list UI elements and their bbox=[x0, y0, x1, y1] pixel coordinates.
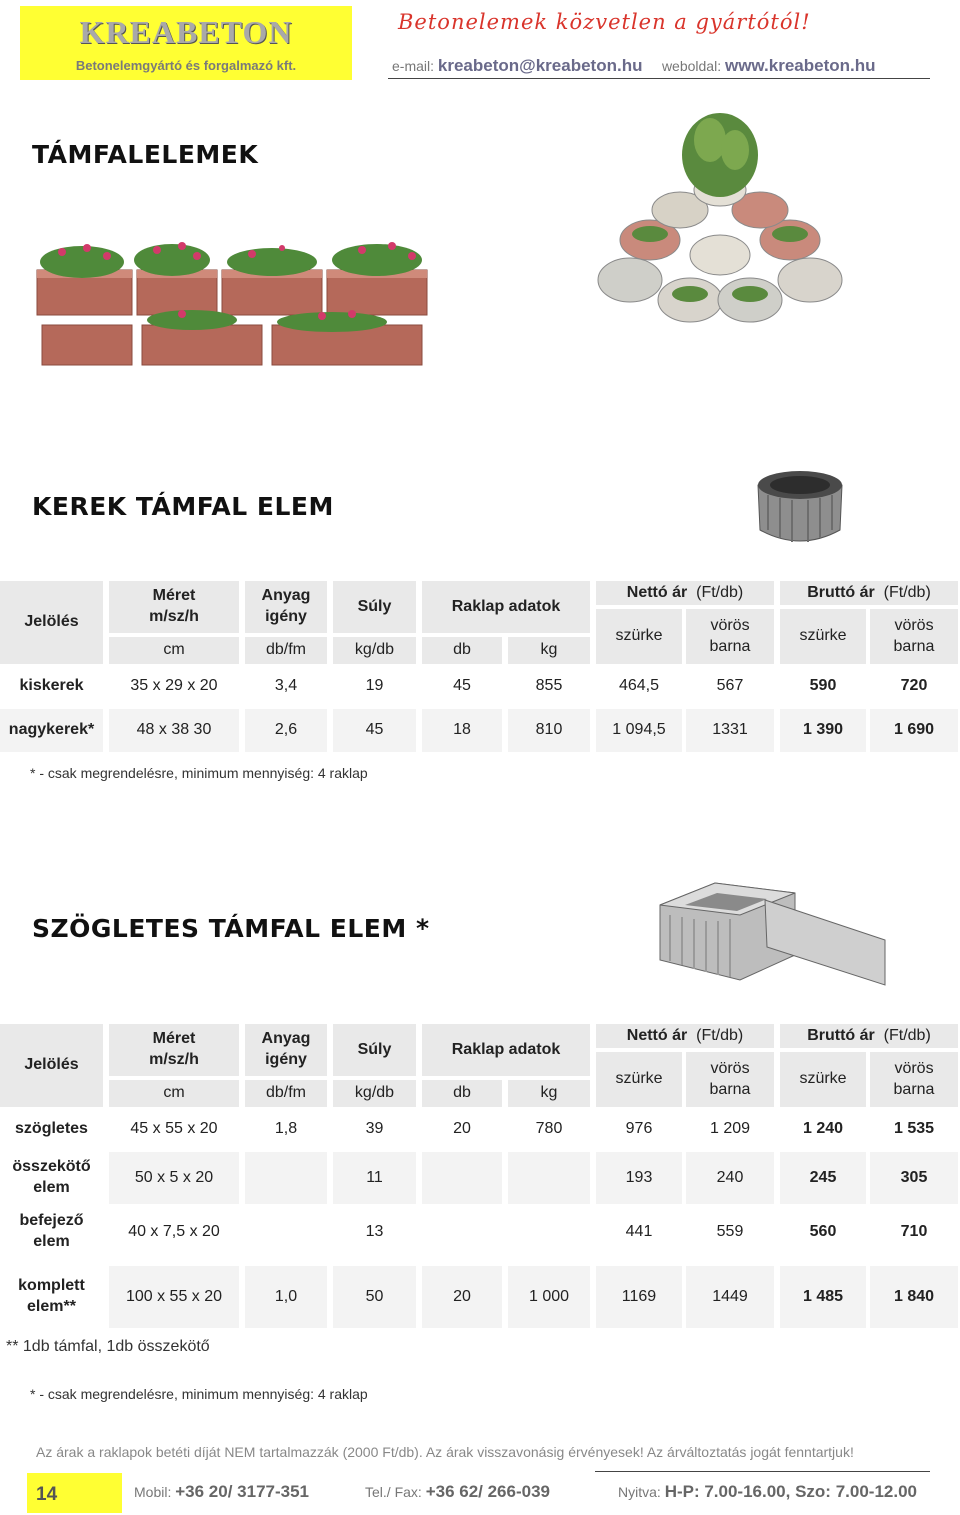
cell-anyag: 1,0 bbox=[245, 1266, 327, 1328]
cell-brutto-szurke: 560 bbox=[809, 1222, 837, 1240]
cell-netto-voros: 1 209 bbox=[709, 1119, 751, 1137]
footer-divider bbox=[595, 1471, 930, 1472]
cell-netto-szurke: 1 094,5 bbox=[596, 709, 682, 752]
cell-suly: 13 bbox=[365, 1222, 384, 1240]
round-footnote: * - csak megrendelésre, minimum mennyiség: 4 raklap bbox=[30, 765, 368, 781]
cell-brutto-voros: 305 bbox=[870, 1152, 958, 1204]
unit-kg: kg bbox=[508, 1080, 590, 1107]
phone-fax-contact: Tel./ Fax: +36 62/ 266-039 bbox=[365, 1482, 550, 1501]
cell-brutto-szurke: 1 240 bbox=[802, 1119, 844, 1137]
web-link[interactable]: www.kreabeton.hu bbox=[724, 56, 876, 75]
email-link[interactable]: kreabeton@kreabeton.hu bbox=[437, 56, 643, 75]
cell-netto-szurke: 976 bbox=[625, 1119, 653, 1137]
cell-suly: 19 bbox=[365, 676, 384, 694]
cell-db bbox=[422, 1206, 502, 1258]
cell-brutto-szurke: 245 bbox=[780, 1152, 866, 1204]
slogan: Betonelemek közvetlen a gyártótól! bbox=[398, 10, 811, 34]
mobile-number[interactable]: +36 20/ 3177-351 bbox=[175, 1482, 310, 1501]
round-planter-tower-photo bbox=[590, 110, 850, 335]
brand-logo: KREABETON bbox=[79, 14, 293, 50]
cell-brutto-voros: 1 840 bbox=[870, 1266, 958, 1328]
square-footnote-order: * - csak megrendelésre, minimum mennyiség: 4 raklap bbox=[30, 1386, 368, 1402]
cell-brutto-voros: 1 690 bbox=[870, 709, 958, 752]
round-section-title: KEREK TÁMFAL ELEM bbox=[32, 492, 334, 521]
col-header-raklap: Raklap adatok bbox=[422, 581, 590, 633]
col-header-brutto: Bruttó ár (Ft/db) bbox=[780, 581, 958, 605]
table-row-label: komplett elem** bbox=[18, 1277, 85, 1315]
netto-voros-header: vörös barna bbox=[686, 1052, 774, 1107]
table-row-label: nagykerek* bbox=[0, 709, 103, 752]
planter-wall-photo bbox=[32, 230, 437, 375]
cell-suly: 50 bbox=[333, 1266, 416, 1328]
web-label: weboldal: bbox=[661, 58, 722, 74]
cell-suly: 39 bbox=[365, 1119, 384, 1137]
email-label: e-mail: bbox=[392, 58, 435, 74]
opening-hours-value: H-P: 7.00-16.00, Szo: 7.00-12.00 bbox=[664, 1482, 917, 1501]
unit-kgdb: kg/db bbox=[333, 1080, 416, 1107]
cell-netto-szurke: 193 bbox=[596, 1152, 682, 1204]
unit-db: db bbox=[422, 1080, 502, 1107]
col-header-netto: Nettó ár (Ft/db) bbox=[596, 1024, 774, 1048]
cell-brutto-szurke: 590 bbox=[809, 676, 837, 694]
unit-cm: cm bbox=[109, 1080, 239, 1107]
table-row-label: befejező elem bbox=[19, 1212, 84, 1250]
table-row-label: kiskerek bbox=[19, 676, 84, 694]
price-disclaimer: Az árak a raklapok betéti díját NEM tartalmazzák (2000 Ft/db). Az árak visszavonásig érvényesek! Az árváltoztatás jogát fenntartjuk! bbox=[36, 1444, 854, 1460]
cell-db: 18 bbox=[422, 709, 502, 752]
cell-kg bbox=[508, 1206, 590, 1258]
brutto-voros-header: vörös barna bbox=[870, 1052, 958, 1107]
col-header-jeloles: Jelölés bbox=[0, 581, 103, 664]
cell-kg: 810 bbox=[508, 709, 590, 752]
cell-netto-szurke: 464,5 bbox=[618, 676, 660, 694]
cell-netto-voros: 559 bbox=[716, 1222, 744, 1240]
cell-netto-voros: 1331 bbox=[686, 709, 774, 752]
cell-size: 35 x 29 x 20 bbox=[130, 676, 218, 694]
unit-dbfm: db/fm bbox=[245, 637, 327, 664]
cell-brutto-voros: 1 535 bbox=[893, 1119, 935, 1137]
cell-size: 50 x 5 x 20 bbox=[109, 1152, 239, 1204]
unit-cm: cm bbox=[109, 637, 239, 664]
brand-subtitle: Betonelemgyártó és forgalmazó kft. bbox=[75, 58, 297, 73]
square-footnote-complete: ** 1db támfal, 1db összekötő bbox=[6, 1338, 210, 1355]
cell-db: 20 bbox=[422, 1266, 502, 1328]
cell-size: 40 x 7,5 x 20 bbox=[128, 1222, 220, 1240]
brutto-szurke-header: szürke bbox=[780, 1052, 866, 1107]
cell-kg: 780 bbox=[535, 1119, 563, 1137]
col-header-netto: Nettó ár (Ft/db) bbox=[596, 581, 774, 605]
table-row-label: összekötő elem bbox=[12, 1158, 91, 1196]
cell-size: 100 x 55 x 20 bbox=[109, 1266, 239, 1328]
cell-db: 20 bbox=[453, 1119, 471, 1137]
cell-netto-voros: 240 bbox=[686, 1152, 774, 1204]
col-header-brutto: Bruttó ár (Ft/db) bbox=[780, 1024, 958, 1048]
cell-brutto-szurke: 1 485 bbox=[780, 1266, 866, 1328]
cell-netto-szurke: 441 bbox=[625, 1222, 653, 1240]
cell-db bbox=[422, 1152, 502, 1204]
cell-db: 45 bbox=[453, 676, 471, 694]
cell-anyag bbox=[245, 1152, 327, 1204]
cell-anyag: 1,8 bbox=[274, 1119, 298, 1137]
table-row-label: szögletes bbox=[15, 1119, 88, 1137]
cell-netto-voros: 1449 bbox=[686, 1266, 774, 1328]
cell-anyag: 3,4 bbox=[274, 676, 298, 694]
mobile-contact: Mobil: +36 20/ 3177-351 bbox=[134, 1482, 310, 1501]
square-element-photo bbox=[655, 875, 890, 990]
cell-suly: 11 bbox=[333, 1152, 416, 1204]
cell-suly: 45 bbox=[333, 709, 416, 752]
cell-brutto-szurke: 1 390 bbox=[780, 709, 866, 752]
unit-dbfm: db/fm bbox=[245, 1080, 327, 1107]
cell-brutto-voros: 710 bbox=[900, 1222, 928, 1240]
col-header-meret: Méret m/sz/h bbox=[109, 581, 239, 633]
cell-kg: 855 bbox=[535, 676, 563, 694]
header-divider bbox=[388, 78, 930, 79]
unit-kgdb: kg/db bbox=[333, 637, 416, 664]
brutto-voros-header: vörös barna bbox=[870, 609, 958, 664]
contact-line bbox=[392, 56, 876, 76]
cell-netto-voros: 567 bbox=[716, 676, 744, 694]
brutto-szurke-header: szürke bbox=[780, 609, 866, 664]
page-number: 14 bbox=[36, 1484, 58, 1505]
cell-anyag: 2,6 bbox=[245, 709, 327, 752]
square-section-title: SZÖGLETES TÁMFAL ELEM * bbox=[32, 914, 430, 943]
opening-hours: Nyitva: H-P: 7.00-16.00, Szo: 7.00-12.00 bbox=[618, 1482, 917, 1501]
col-header-suly: Súly bbox=[333, 581, 416, 633]
col-header-jeloles: Jelölés bbox=[0, 1024, 103, 1107]
round-element-photo bbox=[750, 460, 850, 550]
cell-anyag bbox=[245, 1206, 327, 1258]
cell-netto-szurke: 1169 bbox=[596, 1266, 682, 1328]
netto-voros-header: vörös barna bbox=[686, 609, 774, 664]
col-header-meret: Méret m/sz/h bbox=[109, 1024, 239, 1076]
phone-number[interactable]: +36 62/ 266-039 bbox=[425, 1482, 550, 1501]
cell-kg bbox=[508, 1152, 590, 1204]
page-title: TÁMFALELEMEK bbox=[32, 140, 259, 169]
netto-szurke-header: szürke bbox=[596, 609, 682, 664]
col-header-anyag: Anyag igény bbox=[245, 581, 327, 633]
netto-szurke-header: szürke bbox=[596, 1052, 682, 1107]
cell-size: 48 x 38 30 bbox=[109, 709, 239, 752]
logo-box bbox=[20, 6, 352, 80]
cell-brutto-voros: 720 bbox=[900, 676, 928, 694]
unit-kg: kg bbox=[508, 637, 590, 664]
col-header-anyag: Anyag igény bbox=[245, 1024, 327, 1076]
col-header-suly: Súly bbox=[333, 1024, 416, 1076]
col-header-raklap: Raklap adatok bbox=[422, 1024, 590, 1076]
cell-size: 45 x 55 x 20 bbox=[130, 1119, 218, 1137]
unit-db: db bbox=[422, 637, 502, 664]
cell-kg: 1 000 bbox=[508, 1266, 590, 1328]
